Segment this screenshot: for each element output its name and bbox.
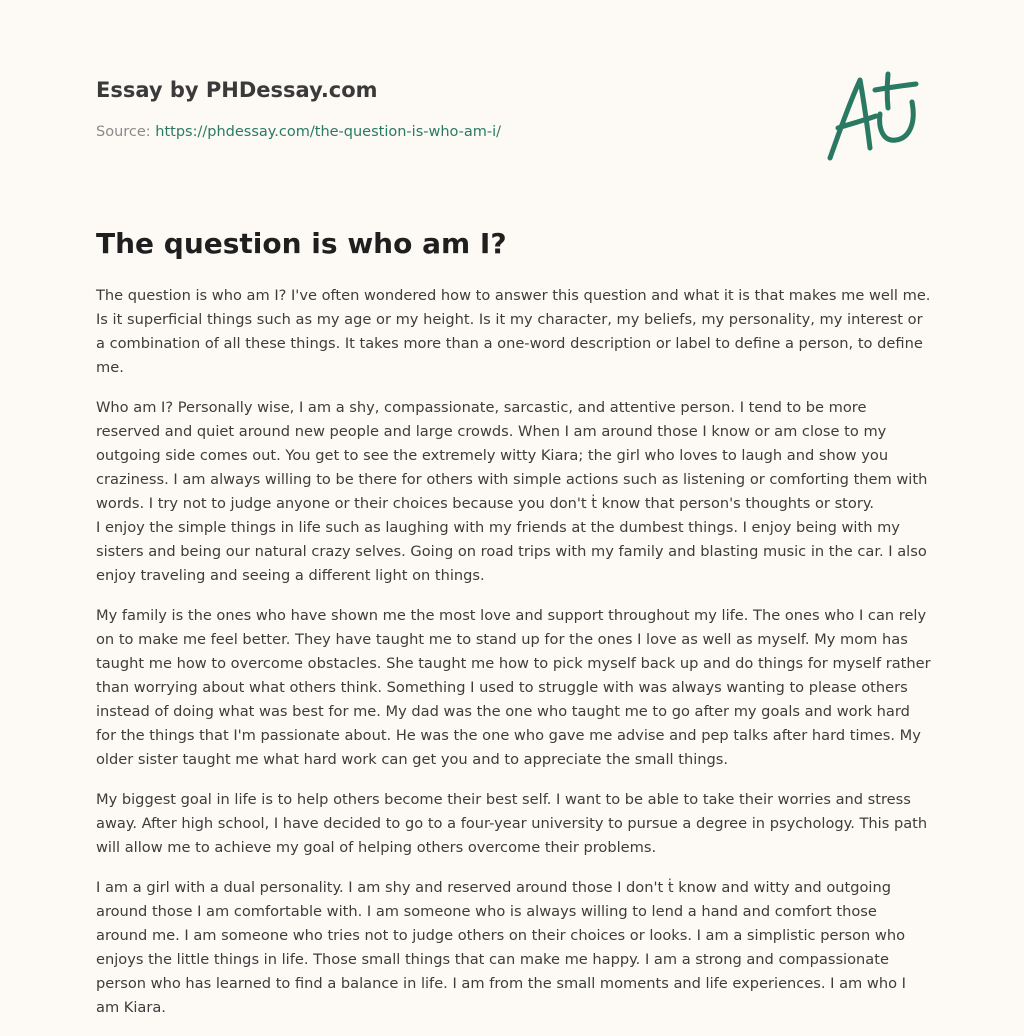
essay-paragraph: My biggest goal in life is to help others become their best self. I want to be able to take their worries and stress away. After high school, I have decided to go to a four-year university to pursue a degree in psychology. This path will allow me to achieve my goal of helping others overcome their problems. bbox=[96, 791, 928, 856]
essay-title: The question is who am I? bbox=[96, 227, 507, 260]
source-link[interactable]: https://phdessay.com/the-question-is-who-am-i/ bbox=[155, 124, 502, 140]
essay-paragraph: I am a girl with a dual personality. I am shy and reserved around those I don't ṫ know and witty and outgoing around those I am comfortable with. I am someone who is always willing to lend a hand and comfort those around me. I am someone who tries not to judge others on their choices or looks. I am a simplistic person who enjoys the little things in life. Those small things that can make me happy. I am a strong and compassionate person who has learned to find a balance in life. I am from the small moments and life experiences. I am who I am Kiara. bbox=[96, 879, 906, 1016]
source-label: Source: bbox=[96, 124, 151, 140]
page-header bbox=[96, 76, 796, 142]
essay-body bbox=[96, 284, 932, 1036]
source-line bbox=[96, 122, 796, 142]
essay-paragraph: Who am I? Personally wise, I am a shy, compassionate, sarcastic, and attentive person. I tend to be more reserved and quiet around new people and large crowds. When I am around those I know or am close to my outgoing side comes out. You get to see the extremely witty Kiara; the girl who loves to laugh and show you craziness. I am always willing to be there for others with simple actions such as listening or comforting them with words. I try not to judge anyone or their choices because you don't ṫ know that person's thoughts or story. bbox=[96, 399, 928, 512]
essay-paragraph: I enjoy the simple things in life such as laughing with my friends at the dumbest things. I enjoy being with my sisters and being our natural crazy selves. Going on road trips with my family and blasting music in the car. I also enjoy traveling and seeing a different light on things. bbox=[96, 519, 927, 584]
essay-paragraph: The question is who am I? I've often wondered how to answer this question and what it is that makes me well me. Is it superficial things such as my age or my height. Is it my character, my beliefs, my personality, my interest or a combination of all these things. It takes more than a one-word description or label to define a person, to define me. bbox=[96, 287, 931, 376]
essay-paragraph: My family is the ones who have shown me the most love and support throughout my life. The ones who I can rely on to make me feel better. They have taught me to stand up for the ones I love as well as myself. My mom has taught me how to overcome obstacles. She taught me how to pick myself back up and do things for myself rather than worrying about what others think. Something I used to struggle with was always wanting to please others instead of doing what was best for me. My dad was the one who taught me to go after my goals and work hard for the things that I'm passionate about. He was the one who gave me advise and pep talks after hard times. My older sister taught me what hard work can get you and to appreciate the small things. bbox=[96, 607, 931, 768]
a-plus-grade-icon bbox=[820, 66, 930, 166]
site-brand: Essay by PHDessay.com bbox=[96, 78, 378, 102]
